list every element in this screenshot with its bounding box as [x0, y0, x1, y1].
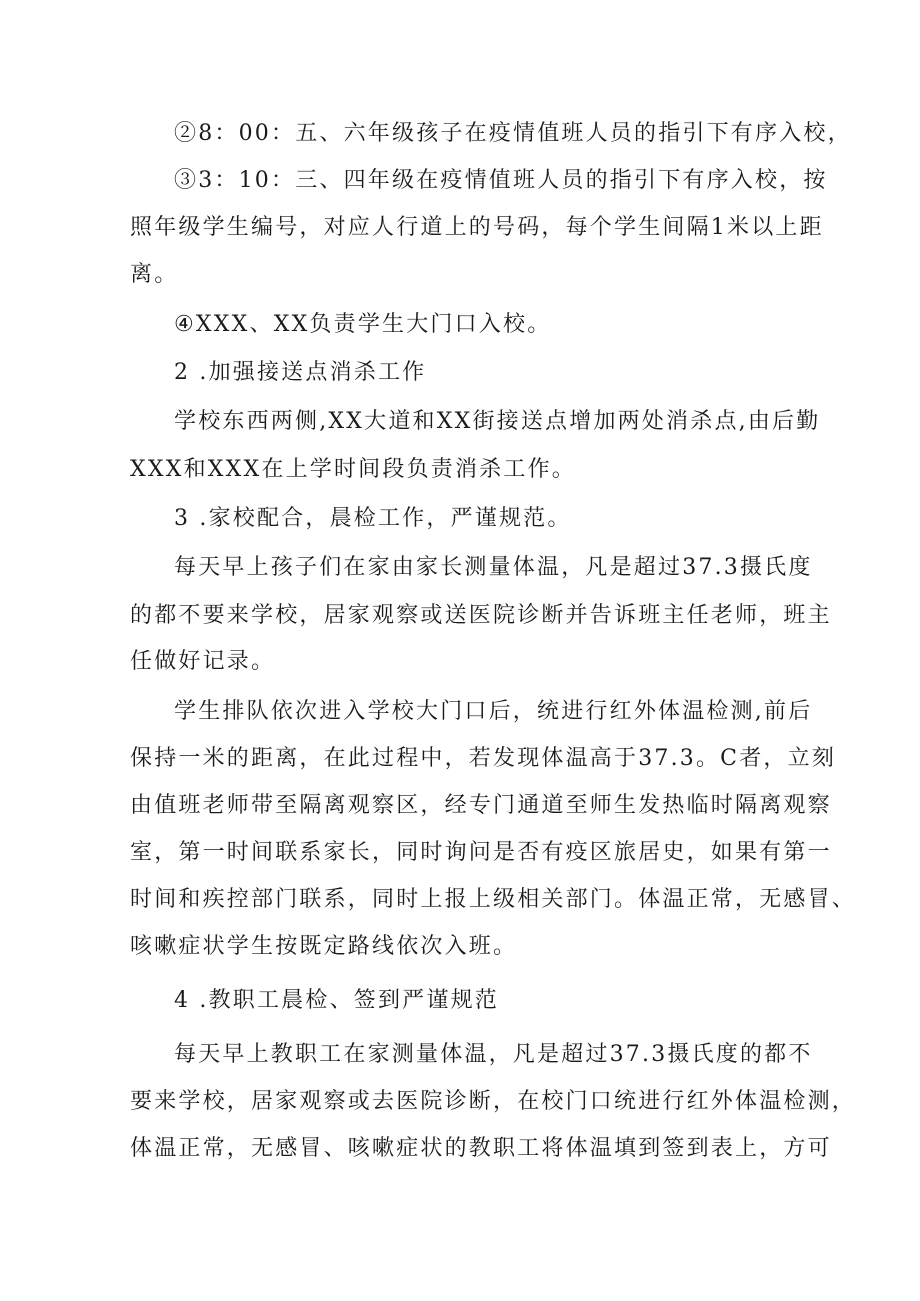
text-line: ④XXX、XX负责学生大门口入校。 — [174, 312, 552, 337]
text-line: ②8：00：五、六年级孩子在疫情值班人员的指引下有序入校， — [174, 121, 852, 146]
text-line: 照年级学生编号，对应人行道上的号码，每个学生间隔1米以上距 — [130, 215, 824, 240]
section-heading: 3 .家校配合，晨检工作，严谨规范。 — [174, 506, 572, 531]
section-heading: 4 .教职工晨检、签到严谨规范 — [174, 988, 499, 1013]
text-line: 任做好记录。 — [130, 649, 276, 674]
text-line: 学生排队依次进入学校大门口后，统进行红外体温检测,前后 — [174, 699, 813, 724]
section-heading: 2 .加强接送点消杀工作 — [174, 360, 427, 385]
text-line: 每天早上孩子们在家由家长测量体温，凡是超过37.3摄氏度 — [174, 555, 813, 580]
text-line: 每天早上教职工在家测量体温，凡是超过37.3摄氏度的都不 — [174, 1042, 813, 1067]
text-line: 的都不要来学校，居家观察或送医院诊断并告诉班主任老师，班主 — [130, 603, 832, 628]
text-line: ③3：10：三、四年级在疫情值班人员的指引下有序入校，按 — [174, 168, 828, 193]
text-line: 体温正常，无感冒、咳嗽症状的教职工将体温填到签到表上，方可 — [130, 1136, 832, 1161]
text-line: 保持一米的距离，在此过程中，若发现体温高于37.3。C者，立刻 — [130, 746, 837, 771]
text-line: 室，第一时间联系家长，同时询问是否有疫区旅居史，如果有第一 — [130, 840, 832, 865]
text-line: 咳嗽症状学生按既定路线依次入班。 — [130, 934, 518, 959]
text-line: 学校东西两侧,XX大道和XX街接送点增加两处消杀点,由后勤 — [174, 409, 821, 434]
text-line: 由值班老师带至隔离观察区，经专门通道至师生发热临时隔离观察 — [130, 793, 832, 818]
text-line: 离。 — [130, 262, 179, 287]
text-line: XXX和XXX在上学时间段负责消杀工作。 — [130, 457, 576, 482]
text-line: 要来学校，居家观察或去医院诊断，在校门口统进行红外体温检测， — [130, 1089, 857, 1114]
text-line: 时间和疾控部门联系，同时上报上级相关部门。体温正常，无感冒、 — [130, 887, 857, 912]
